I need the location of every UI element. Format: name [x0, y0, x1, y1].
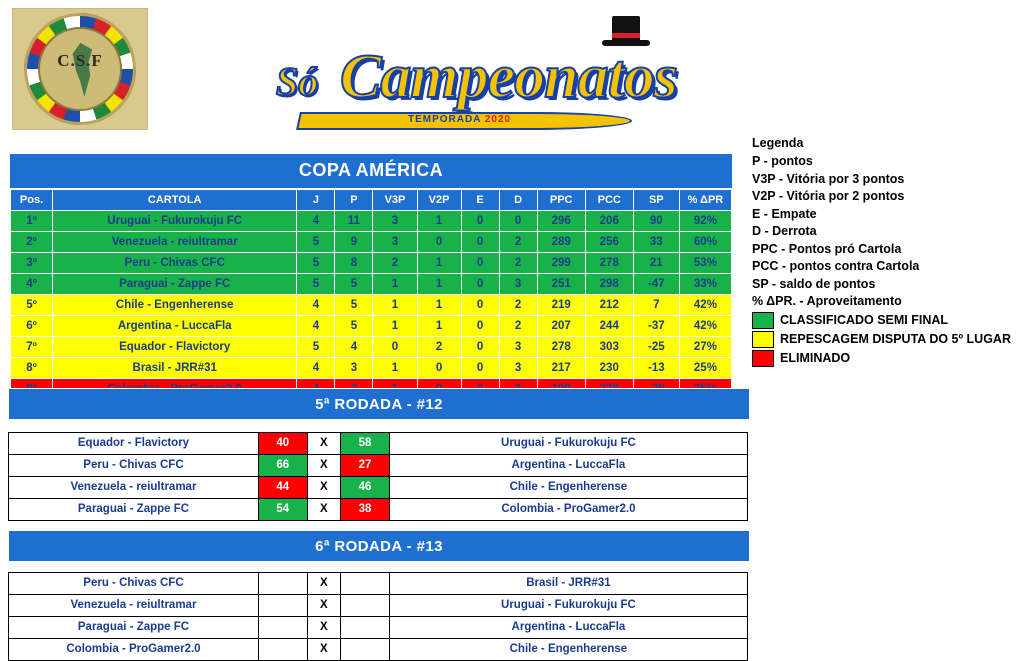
cell-apr: 42%	[679, 316, 731, 337]
match-away-team: Uruguai - Fukurokuju FC	[389, 595, 747, 617]
crest-inner	[38, 27, 122, 111]
cell-j: 4	[297, 316, 335, 337]
cell-v2p: 1	[417, 211, 461, 232]
cell-j: 5	[297, 274, 335, 295]
standings-grid	[10, 189, 732, 400]
banner-word-so: Só	[276, 59, 319, 104]
round-6-matches	[8, 572, 748, 661]
match-versus: X	[307, 499, 341, 521]
legend-swatch-label: REPESCAGEM DISPUTA DO 5º LUGAR	[780, 332, 1011, 346]
legend	[752, 136, 1018, 367]
cell-j: 5	[297, 253, 335, 274]
cell-d: 2	[499, 253, 537, 274]
cell-cartola: Chile - Engenherense	[53, 295, 297, 316]
cell-e: 0	[461, 295, 499, 316]
legend-swatch-label: ELIMINADO	[780, 351, 851, 365]
match-versus: X	[307, 455, 341, 477]
cell-v3p: 0	[373, 337, 417, 358]
legend-row: V2P - Vitória por 2 pontos	[752, 189, 905, 203]
cell-j: 5	[297, 337, 335, 358]
cell-p: 5	[335, 316, 373, 337]
match-home-team: Paraguai - Zappe FC	[9, 499, 259, 521]
cell-p: 5	[335, 295, 373, 316]
season-year: 2020	[484, 114, 512, 125]
cell-v2p: 0	[417, 232, 461, 253]
cell-pcc: 256	[585, 232, 633, 253]
cell-v2p: 1	[417, 274, 461, 295]
cell-p: 5	[335, 274, 373, 295]
legend-row: % ΔPR. - Aproveitamento	[752, 294, 902, 308]
cell-apr: 53%	[679, 253, 731, 274]
legend-color-swatch-green	[752, 312, 774, 329]
cell-pcc: 303	[585, 337, 633, 358]
cell-d: 2	[499, 316, 537, 337]
round-6-header: 6ª RODADA - #13	[8, 530, 750, 562]
match-versus: X	[307, 573, 341, 595]
cell-pos: 8º	[11, 358, 53, 379]
cell-v2p: 1	[417, 295, 461, 316]
legend-swatch-row	[752, 331, 1018, 348]
match-row	[9, 499, 748, 521]
cell-pos: 3º	[11, 253, 53, 274]
match-away-team: Colombia - ProGamer2.0	[389, 499, 747, 521]
legend-row: E - Empate	[752, 206, 817, 221]
cell-ppc: 217	[537, 358, 585, 379]
standings-header-row	[11, 190, 732, 211]
cell-cartola: Equador - Flavictory	[53, 337, 297, 358]
match-home-score	[258, 617, 307, 639]
col-d: D	[499, 190, 537, 211]
cell-e: 0	[461, 358, 499, 379]
cell-v3p: 2	[373, 253, 417, 274]
season-label: TEMPORADA	[408, 114, 482, 125]
cell-ppc: 251	[537, 274, 585, 295]
match-away-score: 58	[341, 433, 390, 455]
csf-logo	[12, 8, 148, 130]
cell-ppc: 278	[537, 337, 585, 358]
cell-sp: -37	[633, 316, 679, 337]
match-home-team: Venezuela - reiultramar	[9, 595, 259, 617]
table-row	[11, 295, 732, 316]
match-home-team: Peru - Chivas CFC	[9, 573, 259, 595]
legend-swatch-label: CLASSIFICADO SEMI FINAL	[780, 313, 949, 327]
cell-pos: 5º	[11, 295, 53, 316]
col-sp: SP	[633, 190, 679, 211]
cell-j: 4	[297, 211, 335, 232]
col-cartola: CARTOLA	[53, 190, 297, 211]
cell-e: 0	[461, 316, 499, 337]
cell-apr: 27%	[679, 337, 731, 358]
cell-ppc: 207	[537, 316, 585, 337]
cell-p: 11	[335, 211, 373, 232]
legend-row: D - Derrota	[752, 224, 817, 238]
cell-p: 3	[335, 358, 373, 379]
round-5-matches	[8, 432, 748, 521]
match-versus: X	[307, 617, 341, 639]
match-home-team: Equador - Flavictory	[9, 433, 259, 455]
cell-apr: 33%	[679, 274, 731, 295]
match-versus: X	[307, 639, 341, 661]
match-home-team: Venezuela - reiultramar	[9, 477, 259, 499]
cell-sp: -47	[633, 274, 679, 295]
cell-cartola: Argentina - LuccaFla	[53, 316, 297, 337]
cell-v2p: 1	[417, 253, 461, 274]
cell-sp: 21	[633, 253, 679, 274]
col-j: J	[297, 190, 335, 211]
cell-pcc: 230	[585, 358, 633, 379]
col-apr: % ΔPR	[679, 190, 731, 211]
match-away-team: Chile - Engenherense	[389, 477, 747, 499]
cell-v2p: 1	[417, 316, 461, 337]
col-p: P	[335, 190, 373, 211]
legend-row: PCC - pontos contra Cartola	[752, 259, 920, 273]
table-row	[11, 358, 732, 379]
match-home-score: 44	[258, 477, 307, 499]
cell-v3p: 3	[373, 232, 417, 253]
legend-color-swatch-yellow	[752, 331, 774, 348]
cell-pcc: 278	[585, 253, 633, 274]
cell-apr: 92%	[679, 211, 731, 232]
cell-d: 0	[499, 211, 537, 232]
match-away-score	[341, 573, 390, 595]
col-v2p: V2P	[417, 190, 461, 211]
cell-sp: -25	[633, 337, 679, 358]
match-home-team: Peru - Chivas CFC	[9, 455, 259, 477]
cell-v2p: 2	[417, 337, 461, 358]
cell-v2p: 0	[417, 358, 461, 379]
match-home-score: 54	[258, 499, 307, 521]
cell-ppc: 299	[537, 253, 585, 274]
cell-pos: 2º	[11, 232, 53, 253]
match-row	[9, 433, 748, 455]
match-home-score: 66	[258, 455, 307, 477]
table-row	[11, 253, 732, 274]
classification-table	[8, 152, 734, 402]
legend-row: PPC - Pontos pró Cartola	[752, 241, 902, 256]
match-away-score	[341, 617, 390, 639]
cell-sp: 33	[633, 232, 679, 253]
match-row	[9, 639, 748, 661]
cell-d: 3	[499, 337, 537, 358]
match-home-team: Colombia - ProGamer2.0	[9, 639, 259, 661]
match-away-team: Argentina - LuccaFla	[389, 617, 747, 639]
match-away-score	[341, 595, 390, 617]
match-home-score	[258, 573, 307, 595]
cell-sp: 7	[633, 295, 679, 316]
cell-d: 3	[499, 274, 537, 295]
match-away-team: Chile - Engenherense	[389, 639, 747, 661]
col-pcc: PCC	[585, 190, 633, 211]
match-away-score: 27	[341, 455, 390, 477]
match-away-team: Brasil - JRR#31	[389, 573, 747, 595]
match-row	[9, 477, 748, 499]
cell-pos: 1º	[11, 211, 53, 232]
match-away-team: Argentina - LuccaFla	[389, 455, 747, 477]
cell-p: 9	[335, 232, 373, 253]
match-away-score: 46	[341, 477, 390, 499]
match-away-score: 38	[341, 499, 390, 521]
legend-color-swatch-red	[752, 350, 774, 367]
cell-e: 0	[461, 232, 499, 253]
match-home-score: 40	[258, 433, 307, 455]
csf-logo-text: C.S.F	[57, 51, 103, 70]
match-away-team: Uruguai - Fukurokuju FC	[389, 433, 747, 455]
cell-e: 0	[461, 211, 499, 232]
cell-j: 5	[297, 232, 335, 253]
cell-cartola: Uruguai - Fukurokuju FC	[53, 211, 297, 232]
cell-pos: 4º	[11, 274, 53, 295]
cell-sp: -13	[633, 358, 679, 379]
legend-row: V3P - Vitória por 3 pontos	[752, 171, 905, 186]
legend-row: SP - saldo de pontos	[752, 276, 876, 291]
cell-ppc: 289	[537, 232, 585, 253]
round-5-header: 5ª RODADA - #12	[8, 388, 750, 420]
cell-d: 3	[499, 358, 537, 379]
match-row	[9, 595, 748, 617]
banner-season	[408, 114, 511, 125]
cell-v3p: 1	[373, 358, 417, 379]
match-home-score	[258, 639, 307, 661]
col-pos: Pos.	[11, 190, 53, 211]
cell-apr: 42%	[679, 295, 731, 316]
col-v3p: V3P	[373, 190, 417, 211]
cell-e: 0	[461, 274, 499, 295]
cell-d: 2	[499, 232, 537, 253]
match-versus: X	[307, 433, 341, 455]
cell-p: 4	[335, 337, 373, 358]
cell-e: 0	[461, 253, 499, 274]
table-row	[11, 337, 732, 358]
cell-apr: 25%	[679, 358, 731, 379]
cell-cartola: Paraguai - Zappe FC	[53, 274, 297, 295]
match-home-team: Paraguai - Zappe FC	[9, 617, 259, 639]
cell-pcc: 206	[585, 211, 633, 232]
site-banner	[258, 16, 688, 134]
cell-j: 4	[297, 358, 335, 379]
cell-pcc: 212	[585, 295, 633, 316]
cell-v3p: 3	[373, 211, 417, 232]
cell-d: 2	[499, 295, 537, 316]
match-versus: X	[307, 477, 341, 499]
match-versus: X	[307, 595, 341, 617]
table-row	[11, 211, 732, 232]
col-e: E	[461, 190, 499, 211]
cell-ppc: 219	[537, 295, 585, 316]
classification-title: COPA AMÉRICA	[10, 154, 732, 189]
cell-v3p: 1	[373, 316, 417, 337]
cell-pcc: 298	[585, 274, 633, 295]
banner-word-campeonatos: Campeonatos	[340, 43, 677, 111]
cell-cartola: Peru - Chivas CFC	[53, 253, 297, 274]
match-row	[9, 617, 748, 639]
cell-pos: 7º	[11, 337, 53, 358]
cell-apr: 60%	[679, 232, 731, 253]
match-away-score	[341, 639, 390, 661]
legend-title: Legenda	[752, 136, 804, 150]
col-ppc: PPC	[537, 190, 585, 211]
cell-v3p: 1	[373, 295, 417, 316]
legend-swatch-row	[752, 350, 1018, 367]
cell-ppc: 296	[537, 211, 585, 232]
cell-pos: 6º	[11, 316, 53, 337]
match-row	[9, 455, 748, 477]
cell-cartola: Brasil - JRR#31	[53, 358, 297, 379]
table-row	[11, 274, 732, 295]
table-row	[11, 316, 732, 337]
cell-sp: 90	[633, 211, 679, 232]
legend-swatch-row	[752, 312, 1018, 329]
match-home-score	[258, 595, 307, 617]
table-row	[11, 232, 732, 253]
legend-row: P - pontos	[752, 154, 813, 168]
match-row	[9, 573, 748, 595]
cell-v3p: 1	[373, 274, 417, 295]
cell-p: 8	[335, 253, 373, 274]
cell-e: 0	[461, 337, 499, 358]
cell-j: 4	[297, 295, 335, 316]
cell-cartola: Venezuela - reiultramar	[53, 232, 297, 253]
cell-pcc: 244	[585, 316, 633, 337]
